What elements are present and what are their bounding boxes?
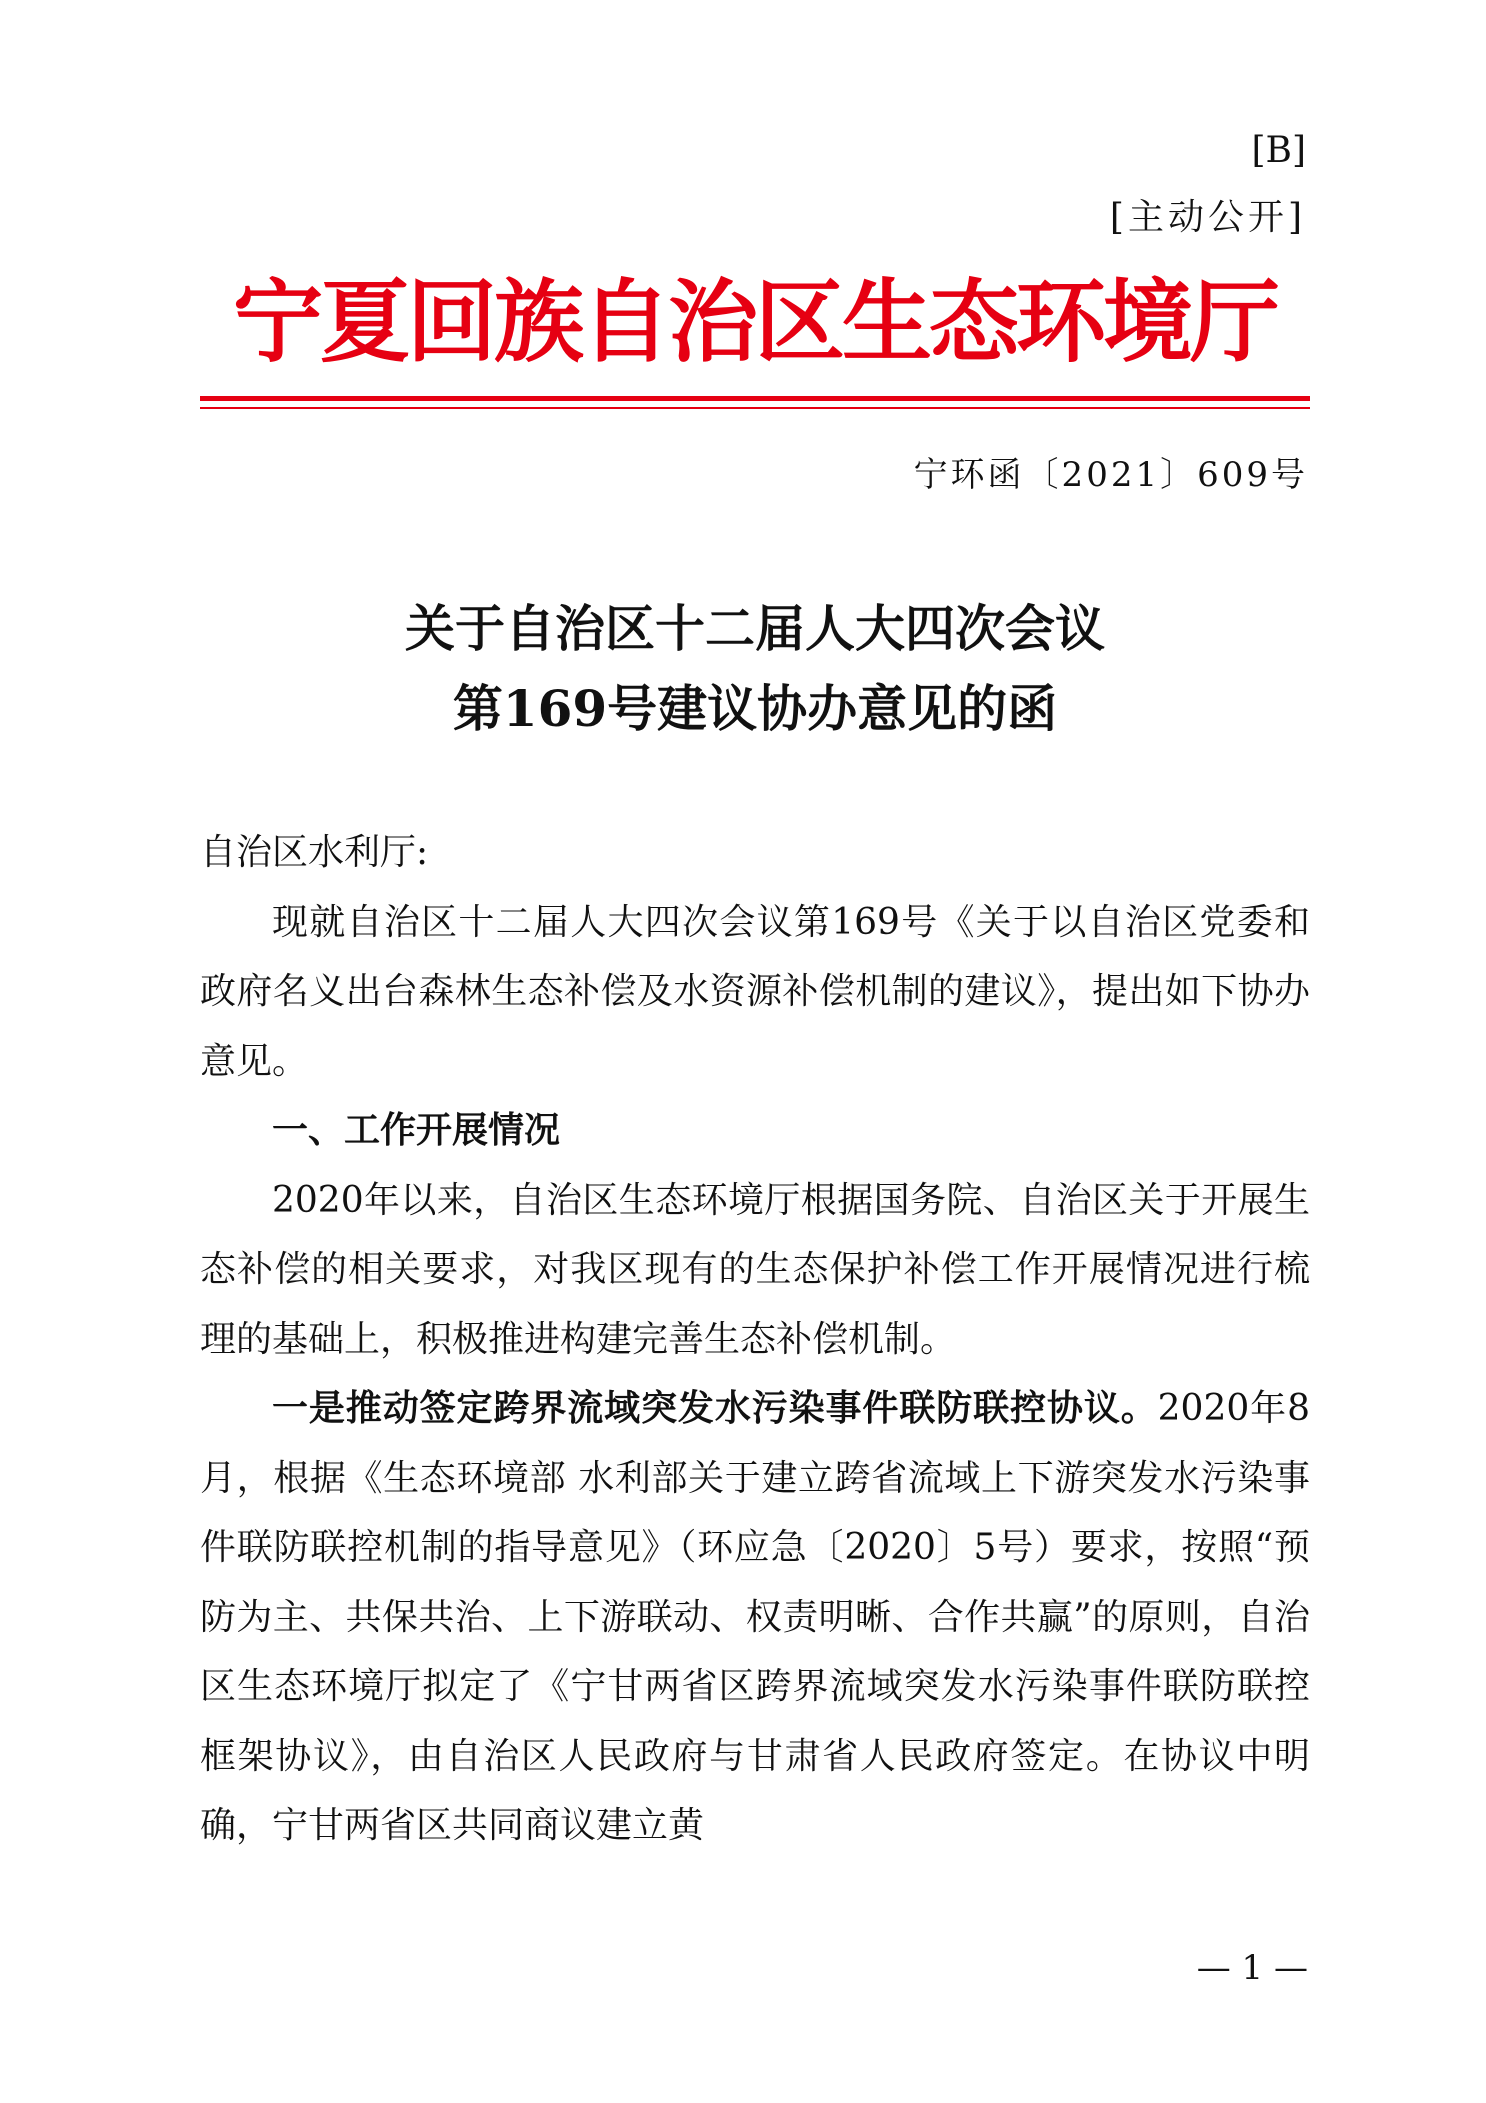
intro-paragraph: 现就自治区十二届人大四次会议第169号《关于以自治区党委和政府名义出台森林生态补偿及水资源补偿机制的建议》，提出如下协办意见。 xyxy=(200,901,1310,1082)
section-heading-1: 一、工作开展情况 xyxy=(272,1110,561,1151)
document-title-line-2: 第169号建议协办意见的函 xyxy=(452,679,1058,738)
page-number: — 1 — xyxy=(1196,1948,1308,1988)
letterhead-rule-thick xyxy=(200,396,1310,401)
disclosure-mark: [主动公开] xyxy=(1109,197,1306,238)
document-number: 宁环函〔2021〕609号 xyxy=(913,455,1308,495)
point-1-lead: 一是推动签定跨界流域突发水污染事件联防联控协议。 xyxy=(272,1387,1158,1429)
section-1-paragraph-1: 2020年以来，自治区生态环境厅根据国务院、自治区关于开展生态补偿的相关要求，对我区现有的生态保护补偿工作开展情况进行梳理的基础上，积极推进构建完善生态补偿机制。 xyxy=(200,1179,1310,1360)
section-1-point-1 xyxy=(200,1374,1310,1861)
letterhead-rule-thin xyxy=(200,407,1310,409)
salutation: 自治区水利厅: xyxy=(200,832,429,873)
document-body xyxy=(200,818,1310,1861)
point-1-text: 2020年8月，根据《生态环境部 水利部关于建立跨省流域上下游突发水污染事件联防联控机制的指导意见》（环应急〔2020〕5号）要求，按照“预防为主、共保共治、上下游联动、权责明晰、合作共赢”的原则，自治区生态环境厅拟定了《宁甘两省区跨界流域突发水污染事件联防联控框架协议》，由自治区人民政府与甘肃省人民政府签定。在协议中明确，宁甘两省区共同商议建立黄 xyxy=(200,1388,1310,1846)
document-title-line-1: 关于自治区十二届人大四次会议 xyxy=(405,599,1105,658)
classification-mark: [B] xyxy=(1251,130,1306,171)
organization-letterhead: 宁夏回族自治区生态环境厅 xyxy=(233,270,1277,375)
